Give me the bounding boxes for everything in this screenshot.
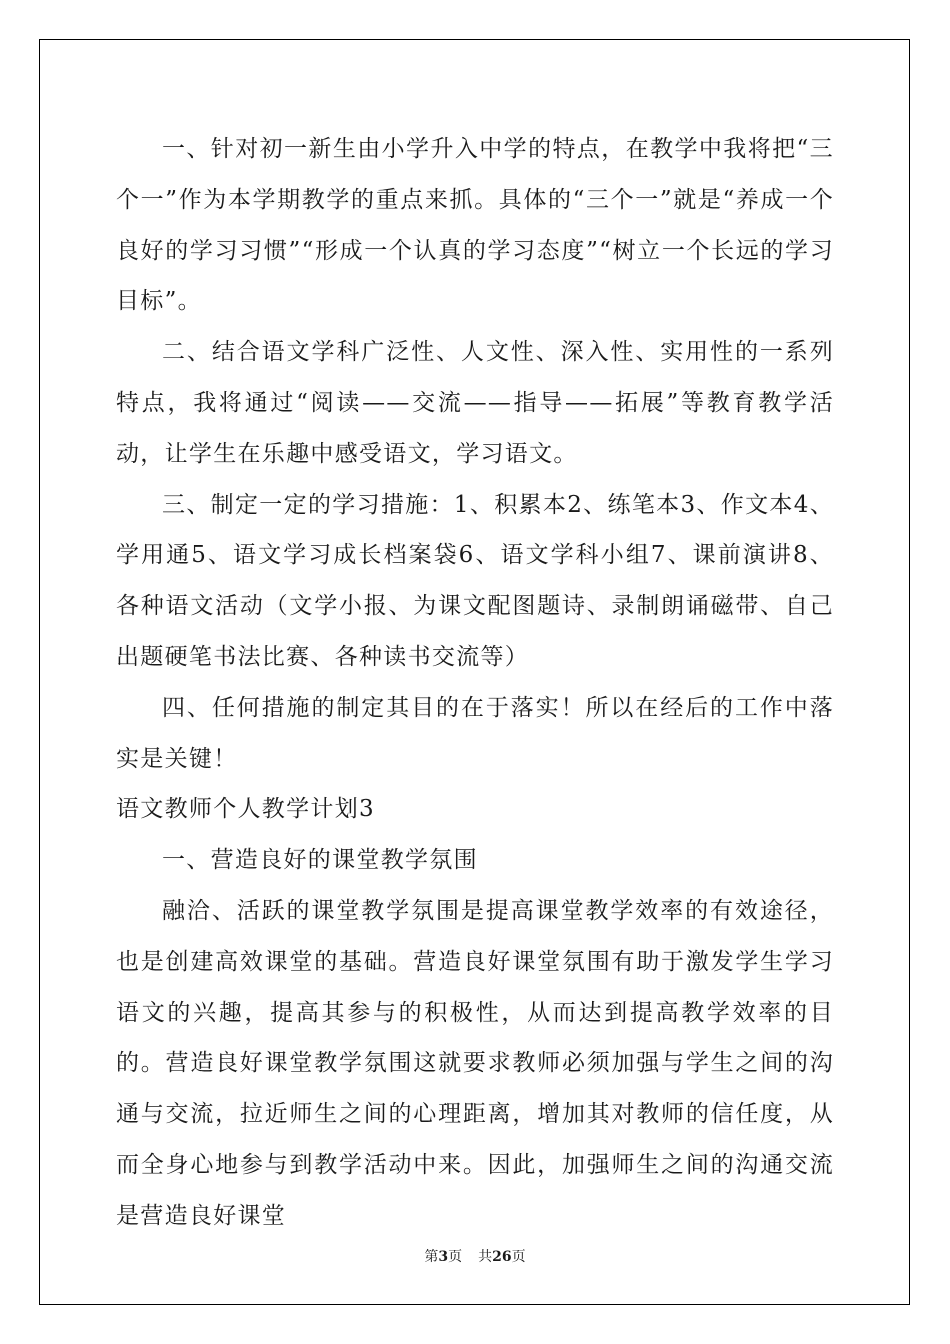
paragraph-5: 融洽、活跃的课堂教学氛围是提高课堂教学效率的有效途径，也是创建高效课堂的基础。营造良好课堂氛围有助于激发学生学习语文的兴趣，提高其参与的积极性，从而达到提高教学效率的目的。营造良好课堂教学氛围这就要求教师必须加强与学生之间的沟通与交流，拉近师生之间的心理距离，增加其对教师的信任度，从而全身心地参与到教学活动中来。因此，加强师生之间的沟通交流是营造良好课堂 [116, 897, 834, 1229]
total-prefix: 共 [478, 1249, 493, 1265]
page-number: 3 [438, 1249, 449, 1265]
page-footer [0, 1246, 950, 1266]
total-suffix: 页 [511, 1249, 526, 1265]
page-suffix: 页 [448, 1249, 463, 1265]
paragraph-3: 三、制定一定的学习措施：1、积累本2、练笔本3、作文本4、学用通5、语文学习成长档案袋6、语文学科小组7、课前演讲8、各种语文活动（文学小报、为课文配图题诗、录制朗诵磁带、自己出题硬笔书法比赛、各种读书交流等） [116, 491, 834, 670]
paragraph-2: 二、结合语文学科广泛性、人文性、深入性、实用性的一系列特点，我将通过“阅读——交流——指导——拓展”等教育教学活动，让学生在乐趣中感受语文，学习语文。 [116, 339, 834, 467]
subsection-heading: 一、营造良好的课堂教学氛围 [162, 847, 478, 874]
document-body [116, 124, 834, 1242]
section-heading: 语文教师个人教学计划3 [116, 796, 375, 823]
paragraph-1: 一、针对初一新生由小学升入中学的特点，在教学中我将把“三个一”作为本学期教学的重点来抓。具体的“三个一”就是“养成一个良好的学习习惯”“形成一个认真的学习态度”“树立一个长远的学习目标”。 [116, 136, 834, 315]
paragraph-4: 四、任何措施的制定其目的在于落实！所以在经后的工作中落实是关键！ [116, 694, 834, 772]
total-pages: 26 [492, 1249, 512, 1265]
page-prefix: 第 [424, 1249, 439, 1265]
